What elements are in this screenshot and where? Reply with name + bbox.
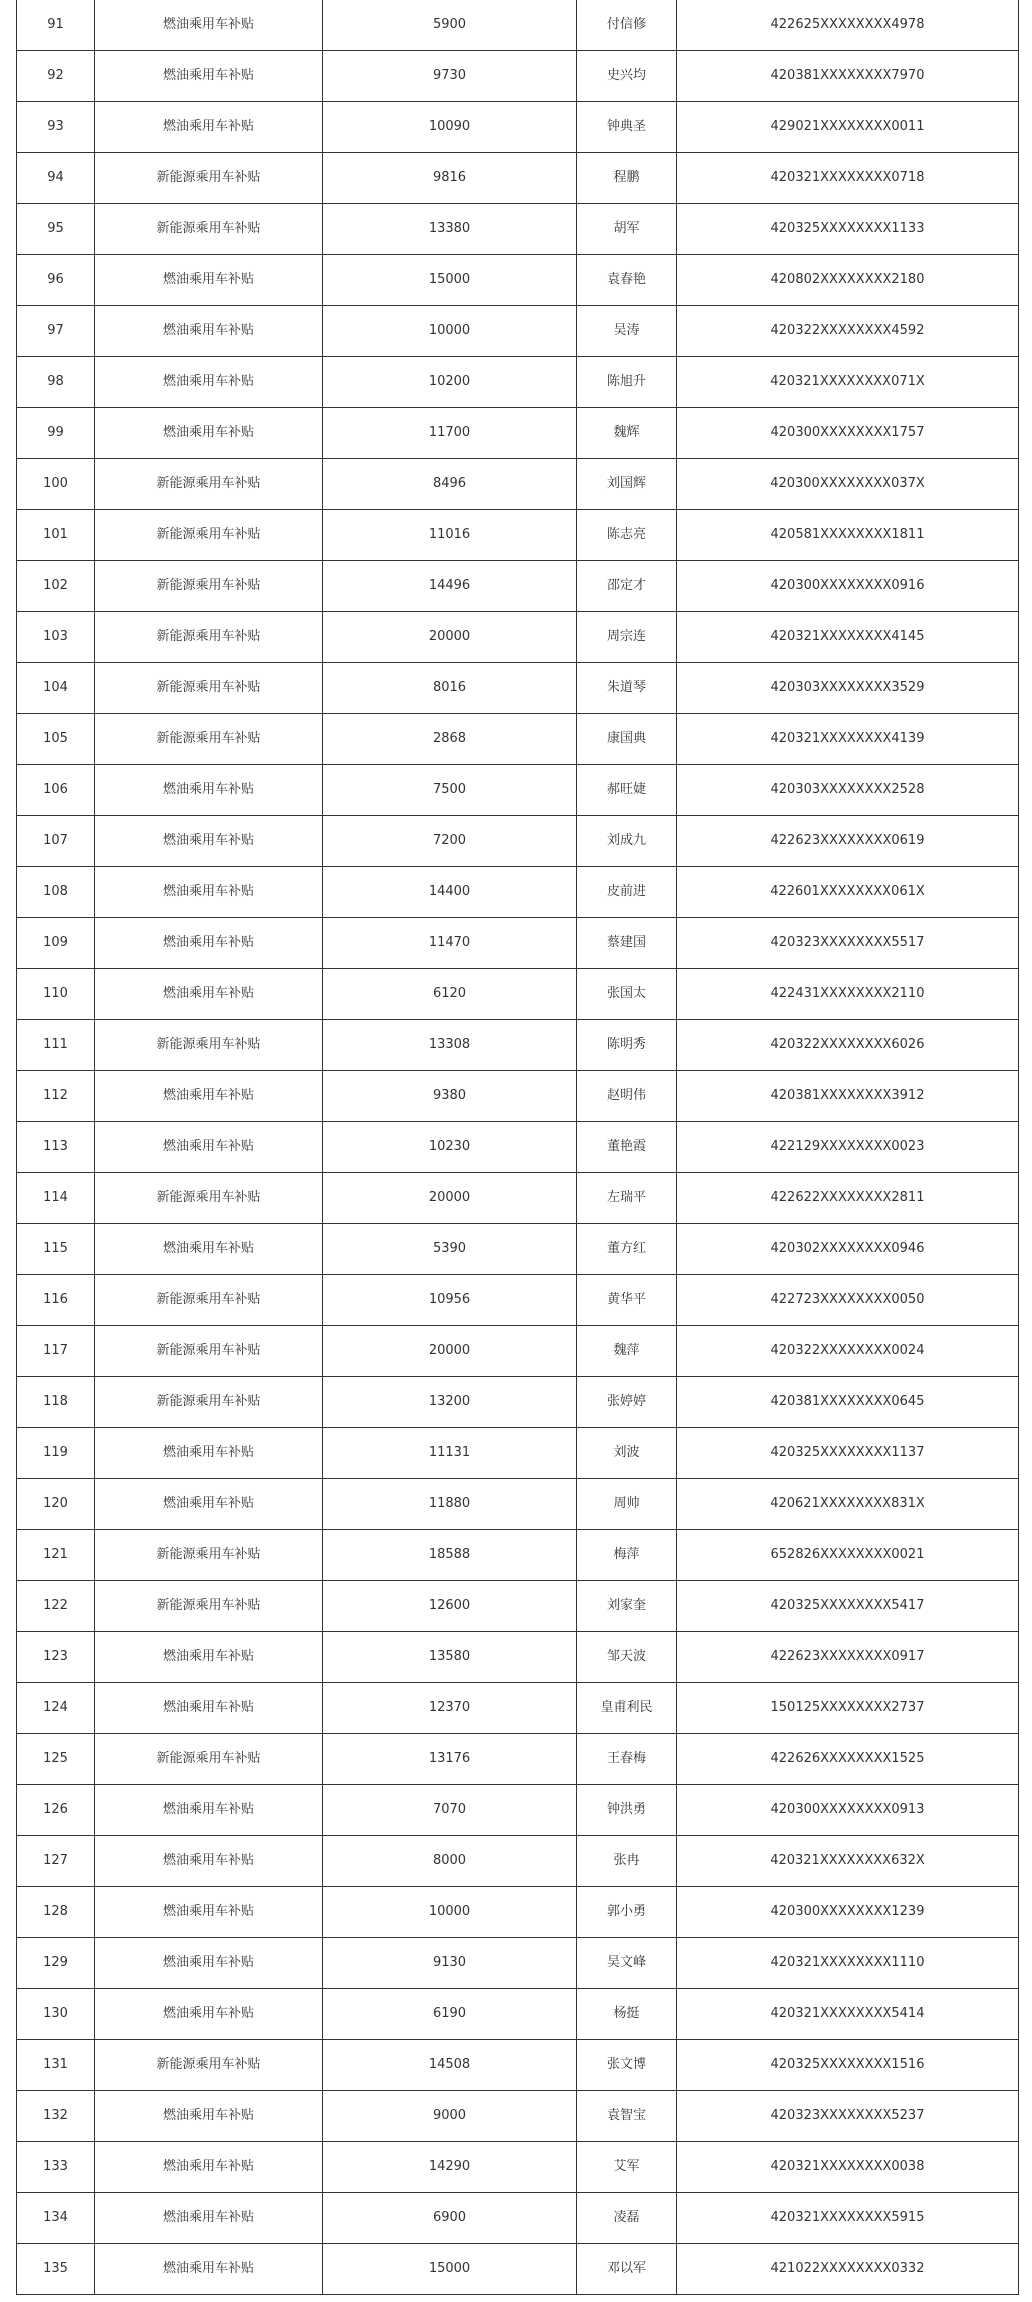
row-number-cell: 93 xyxy=(17,102,95,153)
subsidy-table-container xyxy=(16,0,1018,2295)
id-number-cell: 420322XXXXXXXX0024 xyxy=(677,1326,1019,1377)
subsidy-amount-cell: 5900 xyxy=(323,0,577,51)
table-row xyxy=(17,0,1019,51)
id-number-cell: 429021XXXXXXXX0011 xyxy=(677,102,1019,153)
subsidy-amount-cell: 6120 xyxy=(323,969,577,1020)
applicant-name-cell: 邵定才 xyxy=(577,561,677,612)
id-number-cell: 420325XXXXXXXX5417 xyxy=(677,1581,1019,1632)
applicant-name-cell: 袁春艳 xyxy=(577,255,677,306)
subsidy-type-cell: 燃油乘用车补贴 xyxy=(95,102,323,153)
table-row xyxy=(17,1173,1019,1224)
subsidy-amount-cell: 9130 xyxy=(323,1938,577,1989)
subsidy-type-cell: 燃油乘用车补贴 xyxy=(95,357,323,408)
table-row xyxy=(17,510,1019,561)
table-row xyxy=(17,2193,1019,2244)
subsidy-type-cell: 燃油乘用车补贴 xyxy=(95,1836,323,1887)
id-number-cell: 420321XXXXXXXX4139 xyxy=(677,714,1019,765)
subsidy-type-cell: 新能源乘用车补贴 xyxy=(95,612,323,663)
subsidy-amount-cell: 10230 xyxy=(323,1122,577,1173)
row-number-cell: 103 xyxy=(17,612,95,663)
applicant-name-cell: 艾军 xyxy=(577,2142,677,2193)
applicant-name-cell: 郝旺婕 xyxy=(577,765,677,816)
applicant-name-cell: 朱道琴 xyxy=(577,663,677,714)
table-row xyxy=(17,1224,1019,1275)
subsidy-type-cell: 燃油乘用车补贴 xyxy=(95,1785,323,1836)
table-row xyxy=(17,1326,1019,1377)
id-number-cell: 422625XXXXXXXX4978 xyxy=(677,0,1019,51)
subsidy-amount-cell: 7200 xyxy=(323,816,577,867)
row-number-cell: 130 xyxy=(17,1989,95,2040)
subsidy-amount-cell: 13308 xyxy=(323,1020,577,1071)
id-number-cell: 420322XXXXXXXX6026 xyxy=(677,1020,1019,1071)
subsidy-amount-cell: 10000 xyxy=(323,1887,577,1938)
id-number-cell: 420381XXXXXXXX7970 xyxy=(677,51,1019,102)
applicant-name-cell: 皇甫利民 xyxy=(577,1683,677,1734)
id-number-cell: 422623XXXXXXXX0917 xyxy=(677,1632,1019,1683)
id-number-cell: 420303XXXXXXXX2528 xyxy=(677,765,1019,816)
table-row xyxy=(17,561,1019,612)
id-number-cell: 420325XXXXXXXX1133 xyxy=(677,204,1019,255)
subsidy-type-cell: 新能源乘用车补贴 xyxy=(95,1377,323,1428)
subsidy-amount-cell: 11700 xyxy=(323,408,577,459)
applicant-name-cell: 黄华平 xyxy=(577,1275,677,1326)
id-number-cell: 420381XXXXXXXX3912 xyxy=(677,1071,1019,1122)
applicant-name-cell: 付信修 xyxy=(577,0,677,51)
row-number-cell: 128 xyxy=(17,1887,95,1938)
subsidy-amount-cell: 11131 xyxy=(323,1428,577,1479)
id-number-cell: 422723XXXXXXXX0050 xyxy=(677,1275,1019,1326)
applicant-name-cell: 邓以军 xyxy=(577,2244,677,2295)
subsidy-type-cell: 燃油乘用车补贴 xyxy=(95,1224,323,1275)
applicant-name-cell: 邹天波 xyxy=(577,1632,677,1683)
table-row xyxy=(17,204,1019,255)
row-number-cell: 123 xyxy=(17,1632,95,1683)
subsidy-table xyxy=(16,0,1019,2295)
id-number-cell: 422431XXXXXXXX2110 xyxy=(677,969,1019,1020)
applicant-name-cell: 董方红 xyxy=(577,1224,677,1275)
subsidy-amount-cell: 8000 xyxy=(323,1836,577,1887)
row-number-cell: 133 xyxy=(17,2142,95,2193)
row-number-cell: 97 xyxy=(17,306,95,357)
row-number-cell: 99 xyxy=(17,408,95,459)
applicant-name-cell: 赵明伟 xyxy=(577,1071,677,1122)
row-number-cell: 122 xyxy=(17,1581,95,1632)
table-row xyxy=(17,969,1019,1020)
subsidy-amount-cell: 14508 xyxy=(323,2040,577,2091)
id-number-cell: 420303XXXXXXXX3529 xyxy=(677,663,1019,714)
subsidy-amount-cell: 12370 xyxy=(323,1683,577,1734)
subsidy-type-cell: 燃油乘用车补贴 xyxy=(95,2091,323,2142)
row-number-cell: 105 xyxy=(17,714,95,765)
subsidy-amount-cell: 2868 xyxy=(323,714,577,765)
id-number-cell: 420322XXXXXXXX4592 xyxy=(677,306,1019,357)
row-number-cell: 121 xyxy=(17,1530,95,1581)
subsidy-type-cell: 新能源乘用车补贴 xyxy=(95,1326,323,1377)
subsidy-type-cell: 新能源乘用车补贴 xyxy=(95,204,323,255)
applicant-name-cell: 袁智宝 xyxy=(577,2091,677,2142)
subsidy-amount-cell: 8016 xyxy=(323,663,577,714)
subsidy-amount-cell: 15000 xyxy=(323,2244,577,2295)
table-row xyxy=(17,1581,1019,1632)
id-number-cell: 422626XXXXXXXX1525 xyxy=(677,1734,1019,1785)
table-row xyxy=(17,1632,1019,1683)
subsidy-type-cell: 燃油乘用车补贴 xyxy=(95,51,323,102)
subsidy-amount-cell: 6900 xyxy=(323,2193,577,2244)
table-row xyxy=(17,1989,1019,2040)
applicant-name-cell: 梅萍 xyxy=(577,1530,677,1581)
id-number-cell: 420321XXXXXXXX5414 xyxy=(677,1989,1019,2040)
row-number-cell: 119 xyxy=(17,1428,95,1479)
subsidy-amount-cell: 20000 xyxy=(323,1173,577,1224)
subsidy-type-cell: 新能源乘用车补贴 xyxy=(95,1530,323,1581)
id-number-cell: 422129XXXXXXXX0023 xyxy=(677,1122,1019,1173)
table-row xyxy=(17,255,1019,306)
table-row xyxy=(17,1530,1019,1581)
subsidy-amount-cell: 9380 xyxy=(323,1071,577,1122)
subsidy-type-cell: 燃油乘用车补贴 xyxy=(95,0,323,51)
table-row xyxy=(17,51,1019,102)
applicant-name-cell: 蔡建国 xyxy=(577,918,677,969)
id-number-cell: 420321XXXXXXXX0718 xyxy=(677,153,1019,204)
id-number-cell: 420321XXXXXXXX0038 xyxy=(677,2142,1019,2193)
subsidy-amount-cell: 10000 xyxy=(323,306,577,357)
id-number-cell: 420300XXXXXXXX0916 xyxy=(677,561,1019,612)
row-number-cell: 104 xyxy=(17,663,95,714)
subsidy-type-cell: 燃油乘用车补贴 xyxy=(95,1938,323,1989)
applicant-name-cell: 张冉 xyxy=(577,1836,677,1887)
table-row xyxy=(17,2091,1019,2142)
applicant-name-cell: 左瑞平 xyxy=(577,1173,677,1224)
applicant-name-cell: 凌磊 xyxy=(577,2193,677,2244)
subsidy-type-cell: 燃油乘用车补贴 xyxy=(95,1122,323,1173)
table-row xyxy=(17,1785,1019,1836)
id-number-cell: 420300XXXXXXXX1239 xyxy=(677,1887,1019,1938)
subsidy-type-cell: 新能源乘用车补贴 xyxy=(95,1020,323,1071)
applicant-name-cell: 吴涛 xyxy=(577,306,677,357)
table-row xyxy=(17,867,1019,918)
table-row xyxy=(17,1275,1019,1326)
table-row xyxy=(17,102,1019,153)
id-number-cell: 420802XXXXXXXX2180 xyxy=(677,255,1019,306)
subsidy-type-cell: 燃油乘用车补贴 xyxy=(95,2142,323,2193)
applicant-name-cell: 吴文峰 xyxy=(577,1938,677,1989)
applicant-name-cell: 魏辉 xyxy=(577,408,677,459)
row-number-cell: 120 xyxy=(17,1479,95,1530)
id-number-cell: 652826XXXXXXXX0021 xyxy=(677,1530,1019,1581)
table-row xyxy=(17,765,1019,816)
table-row xyxy=(17,1479,1019,1530)
id-number-cell: 420381XXXXXXXX0645 xyxy=(677,1377,1019,1428)
subsidy-amount-cell: 14400 xyxy=(323,867,577,918)
row-number-cell: 116 xyxy=(17,1275,95,1326)
applicant-name-cell: 张婷婷 xyxy=(577,1377,677,1428)
table-row xyxy=(17,816,1019,867)
row-number-cell: 112 xyxy=(17,1071,95,1122)
applicant-name-cell: 康国典 xyxy=(577,714,677,765)
subsidy-amount-cell: 11880 xyxy=(323,1479,577,1530)
row-number-cell: 118 xyxy=(17,1377,95,1428)
subsidy-amount-cell: 5390 xyxy=(323,1224,577,1275)
id-number-cell: 421022XXXXXXXX0332 xyxy=(677,2244,1019,2295)
applicant-name-cell: 钟洪勇 xyxy=(577,1785,677,1836)
table-body xyxy=(17,0,1019,2295)
subsidy-amount-cell: 11016 xyxy=(323,510,577,561)
id-number-cell: 420302XXXXXXXX0946 xyxy=(677,1224,1019,1275)
row-number-cell: 106 xyxy=(17,765,95,816)
row-number-cell: 135 xyxy=(17,2244,95,2295)
subsidy-type-cell: 燃油乘用车补贴 xyxy=(95,1632,323,1683)
applicant-name-cell: 钟典圣 xyxy=(577,102,677,153)
subsidy-amount-cell: 9816 xyxy=(323,153,577,204)
id-number-cell: 422622XXXXXXXX2811 xyxy=(677,1173,1019,1224)
subsidy-type-cell: 新能源乘用车补贴 xyxy=(95,2040,323,2091)
subsidy-type-cell: 燃油乘用车补贴 xyxy=(95,2244,323,2295)
applicant-name-cell: 张国太 xyxy=(577,969,677,1020)
subsidy-amount-cell: 13380 xyxy=(323,204,577,255)
subsidy-amount-cell: 14290 xyxy=(323,2142,577,2193)
applicant-name-cell: 陈旭升 xyxy=(577,357,677,408)
row-number-cell: 95 xyxy=(17,204,95,255)
table-row xyxy=(17,306,1019,357)
applicant-name-cell: 刘家奎 xyxy=(577,1581,677,1632)
table-row xyxy=(17,1734,1019,1785)
subsidy-type-cell: 燃油乘用车补贴 xyxy=(95,306,323,357)
row-number-cell: 117 xyxy=(17,1326,95,1377)
row-number-cell: 91 xyxy=(17,0,95,51)
applicant-name-cell: 陈志亮 xyxy=(577,510,677,561)
applicant-name-cell: 王春梅 xyxy=(577,1734,677,1785)
table-row xyxy=(17,1938,1019,1989)
row-number-cell: 124 xyxy=(17,1683,95,1734)
id-number-cell: 420321XXXXXXXX071X xyxy=(677,357,1019,408)
subsidy-amount-cell: 14496 xyxy=(323,561,577,612)
subsidy-type-cell: 燃油乘用车补贴 xyxy=(95,1887,323,1938)
subsidy-type-cell: 新能源乘用车补贴 xyxy=(95,1581,323,1632)
table-row xyxy=(17,1683,1019,1734)
id-number-cell: 420325XXXXXXXX1137 xyxy=(677,1428,1019,1479)
id-number-cell: 422623XXXXXXXX0619 xyxy=(677,816,1019,867)
table-row xyxy=(17,2244,1019,2295)
subsidy-amount-cell: 20000 xyxy=(323,1326,577,1377)
id-number-cell: 422601XXXXXXXX061X xyxy=(677,867,1019,918)
id-number-cell: 420321XXXXXXXX1110 xyxy=(677,1938,1019,1989)
row-number-cell: 92 xyxy=(17,51,95,102)
subsidy-amount-cell: 12600 xyxy=(323,1581,577,1632)
subsidy-type-cell: 新能源乘用车补贴 xyxy=(95,153,323,204)
row-number-cell: 109 xyxy=(17,918,95,969)
subsidy-amount-cell: 7500 xyxy=(323,765,577,816)
subsidy-type-cell: 燃油乘用车补贴 xyxy=(95,1071,323,1122)
row-number-cell: 100 xyxy=(17,459,95,510)
subsidy-amount-cell: 15000 xyxy=(323,255,577,306)
id-number-cell: 420323XXXXXXXX5517 xyxy=(677,918,1019,969)
subsidy-type-cell: 燃油乘用车补贴 xyxy=(95,1989,323,2040)
row-number-cell: 107 xyxy=(17,816,95,867)
row-number-cell: 98 xyxy=(17,357,95,408)
applicant-name-cell: 董艳霞 xyxy=(577,1122,677,1173)
row-number-cell: 96 xyxy=(17,255,95,306)
subsidy-type-cell: 新能源乘用车补贴 xyxy=(95,1173,323,1224)
table-row xyxy=(17,1020,1019,1071)
row-number-cell: 111 xyxy=(17,1020,95,1071)
subsidy-type-cell: 燃油乘用车补贴 xyxy=(95,1479,323,1530)
row-number-cell: 127 xyxy=(17,1836,95,1887)
row-number-cell: 110 xyxy=(17,969,95,1020)
id-number-cell: 420321XXXXXXXX5915 xyxy=(677,2193,1019,2244)
subsidy-type-cell: 新能源乘用车补贴 xyxy=(95,459,323,510)
subsidy-amount-cell: 6190 xyxy=(323,1989,577,2040)
subsidy-type-cell: 燃油乘用车补贴 xyxy=(95,2193,323,2244)
table-row xyxy=(17,612,1019,663)
id-number-cell: 420323XXXXXXXX5237 xyxy=(677,2091,1019,2142)
subsidy-type-cell: 新能源乘用车补贴 xyxy=(95,1734,323,1785)
id-number-cell: 150125XXXXXXXX2737 xyxy=(677,1683,1019,1734)
table-row xyxy=(17,459,1019,510)
subsidy-type-cell: 新能源乘用车补贴 xyxy=(95,1275,323,1326)
subsidy-type-cell: 新能源乘用车补贴 xyxy=(95,510,323,561)
applicant-name-cell: 周宗连 xyxy=(577,612,677,663)
subsidy-type-cell: 燃油乘用车补贴 xyxy=(95,408,323,459)
row-number-cell: 129 xyxy=(17,1938,95,1989)
table-row xyxy=(17,2142,1019,2193)
id-number-cell: 420321XXXXXXXX632X xyxy=(677,1836,1019,1887)
applicant-name-cell: 郭小勇 xyxy=(577,1887,677,1938)
applicant-name-cell: 皮前进 xyxy=(577,867,677,918)
subsidy-amount-cell: 20000 xyxy=(323,612,577,663)
id-number-cell: 420300XXXXXXXX037X xyxy=(677,459,1019,510)
row-number-cell: 115 xyxy=(17,1224,95,1275)
row-number-cell: 113 xyxy=(17,1122,95,1173)
id-number-cell: 420300XXXXXXXX0913 xyxy=(677,1785,1019,1836)
subsidy-type-cell: 燃油乘用车补贴 xyxy=(95,1428,323,1479)
table-row xyxy=(17,1122,1019,1173)
table-row xyxy=(17,918,1019,969)
applicant-name-cell: 魏萍 xyxy=(577,1326,677,1377)
id-number-cell: 420621XXXXXXXX831X xyxy=(677,1479,1019,1530)
subsidy-amount-cell: 7070 xyxy=(323,1785,577,1836)
applicant-name-cell: 张文博 xyxy=(577,2040,677,2091)
table-row xyxy=(17,663,1019,714)
id-number-cell: 420581XXXXXXXX1811 xyxy=(677,510,1019,561)
applicant-name-cell: 胡军 xyxy=(577,204,677,255)
row-number-cell: 126 xyxy=(17,1785,95,1836)
row-number-cell: 108 xyxy=(17,867,95,918)
applicant-name-cell: 程鹏 xyxy=(577,153,677,204)
subsidy-amount-cell: 10956 xyxy=(323,1275,577,1326)
applicant-name-cell: 陈明秀 xyxy=(577,1020,677,1071)
subsidy-amount-cell: 8496 xyxy=(323,459,577,510)
subsidy-amount-cell: 11470 xyxy=(323,918,577,969)
subsidy-amount-cell: 13176 xyxy=(323,1734,577,1785)
subsidy-amount-cell: 13200 xyxy=(323,1377,577,1428)
subsidy-type-cell: 燃油乘用车补贴 xyxy=(95,255,323,306)
table-row xyxy=(17,1071,1019,1122)
subsidy-type-cell: 新能源乘用车补贴 xyxy=(95,663,323,714)
subsidy-type-cell: 新能源乘用车补贴 xyxy=(95,561,323,612)
subsidy-type-cell: 新能源乘用车补贴 xyxy=(95,714,323,765)
row-number-cell: 94 xyxy=(17,153,95,204)
row-number-cell: 134 xyxy=(17,2193,95,2244)
table-row xyxy=(17,1377,1019,1428)
applicant-name-cell: 刘国辉 xyxy=(577,459,677,510)
subsidy-amount-cell: 13580 xyxy=(323,1632,577,1683)
table-row xyxy=(17,1887,1019,1938)
row-number-cell: 101 xyxy=(17,510,95,561)
table-row xyxy=(17,2040,1019,2091)
id-number-cell: 420325XXXXXXXX1516 xyxy=(677,2040,1019,2091)
row-number-cell: 125 xyxy=(17,1734,95,1785)
row-number-cell: 114 xyxy=(17,1173,95,1224)
subsidy-type-cell: 燃油乘用车补贴 xyxy=(95,969,323,1020)
applicant-name-cell: 刘波 xyxy=(577,1428,677,1479)
subsidy-type-cell: 燃油乘用车补贴 xyxy=(95,918,323,969)
applicant-name-cell: 刘成九 xyxy=(577,816,677,867)
subsidy-type-cell: 燃油乘用车补贴 xyxy=(95,765,323,816)
subsidy-amount-cell: 10090 xyxy=(323,102,577,153)
subsidy-type-cell: 燃油乘用车补贴 xyxy=(95,1683,323,1734)
subsidy-type-cell: 燃油乘用车补贴 xyxy=(95,816,323,867)
subsidy-amount-cell: 10200 xyxy=(323,357,577,408)
row-number-cell: 132 xyxy=(17,2091,95,2142)
subsidy-amount-cell: 18588 xyxy=(323,1530,577,1581)
row-number-cell: 102 xyxy=(17,561,95,612)
table-row xyxy=(17,1836,1019,1887)
applicant-name-cell: 杨挺 xyxy=(577,1989,677,2040)
table-row xyxy=(17,408,1019,459)
table-row xyxy=(17,153,1019,204)
applicant-name-cell: 周帅 xyxy=(577,1479,677,1530)
subsidy-amount-cell: 9730 xyxy=(323,51,577,102)
table-row xyxy=(17,1428,1019,1479)
id-number-cell: 420300XXXXXXXX1757 xyxy=(677,408,1019,459)
row-number-cell: 131 xyxy=(17,2040,95,2091)
applicant-name-cell: 史兴均 xyxy=(577,51,677,102)
subsidy-type-cell: 燃油乘用车补贴 xyxy=(95,867,323,918)
table-row xyxy=(17,714,1019,765)
table-row xyxy=(17,357,1019,408)
id-number-cell: 420321XXXXXXXX4145 xyxy=(677,612,1019,663)
subsidy-amount-cell: 9000 xyxy=(323,2091,577,2142)
